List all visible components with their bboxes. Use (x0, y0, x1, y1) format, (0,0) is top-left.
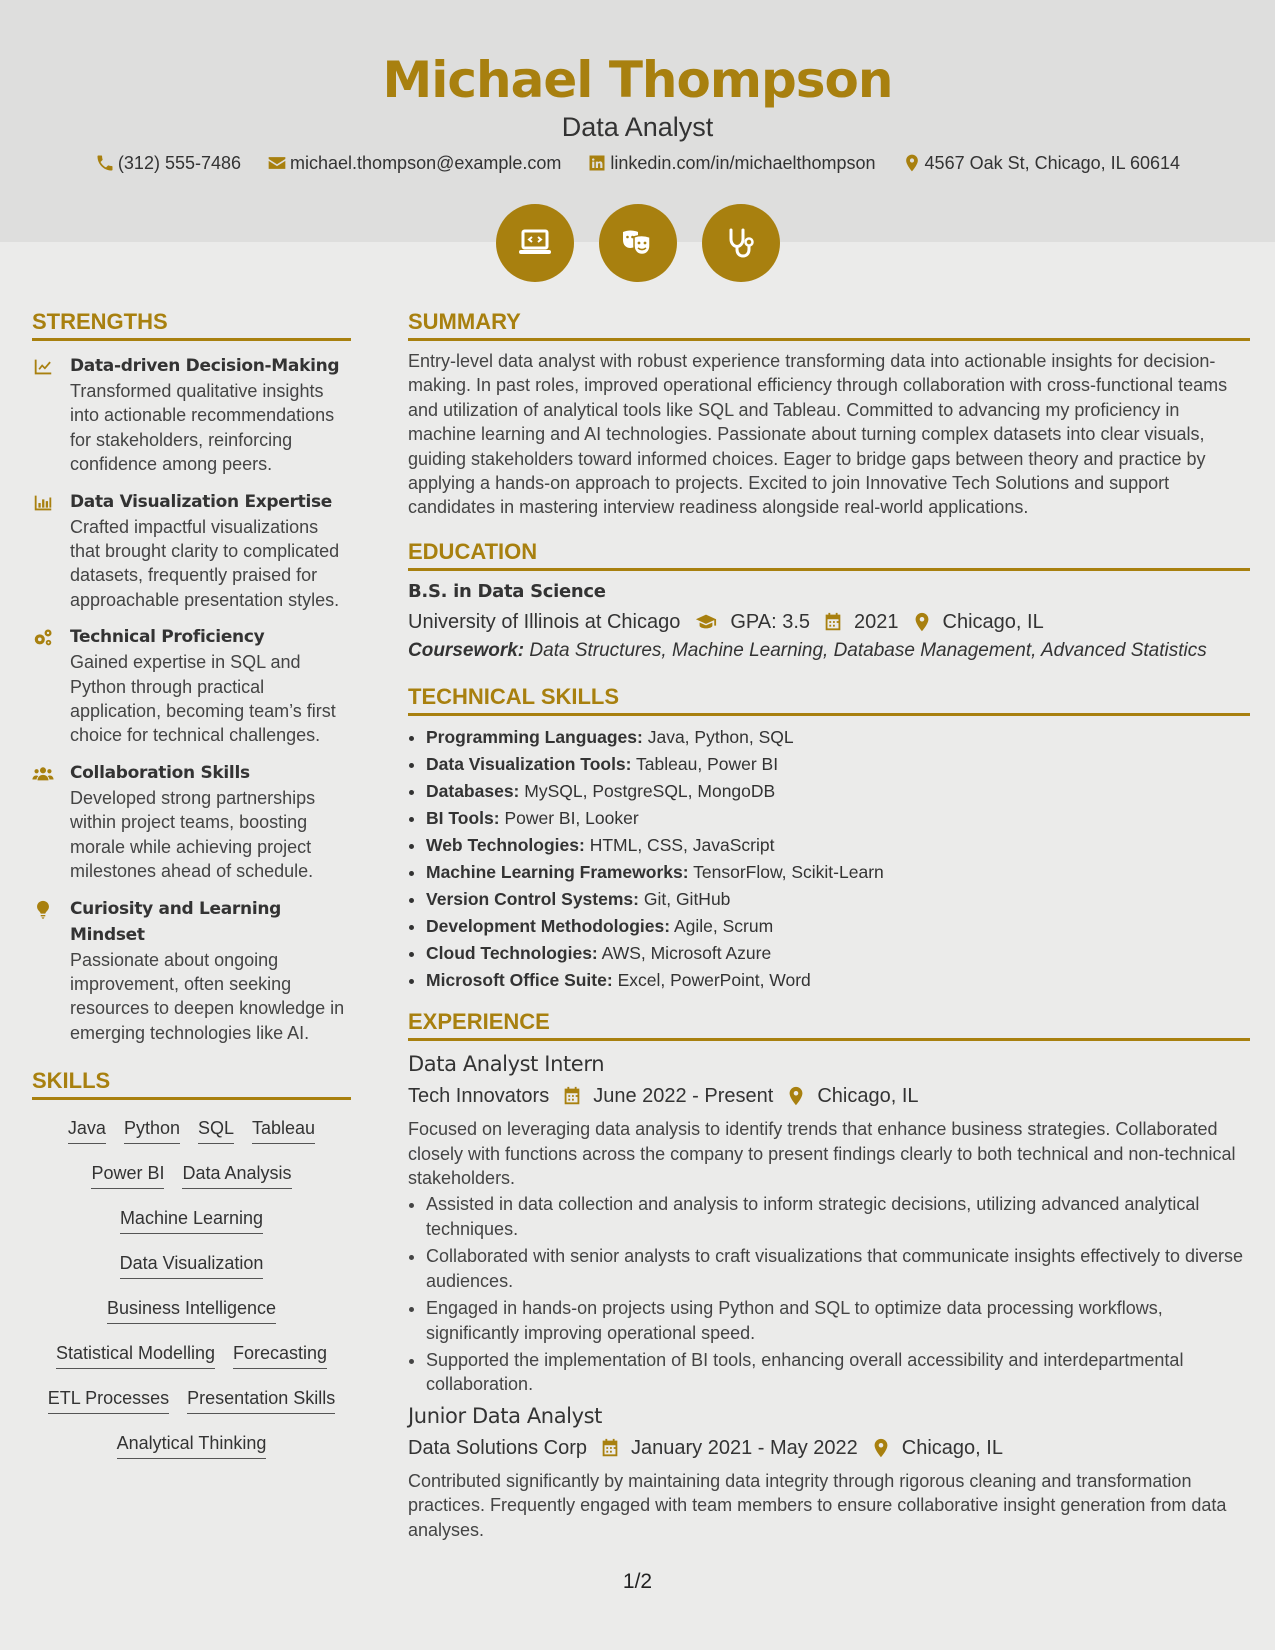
job-description: Contributed significantly by maintaining data integrity through rigorous cleaning and transformation practices. Frequently engaged with team members to ensure collaborative insight generation from data analyses. (408, 1470, 1227, 1540)
phone-text: (312) 555-7486 (117, 153, 242, 173)
job-dates: January 2021 - May 2022 (630, 1436, 858, 1459)
skill-values: HTML, CSS, JavaScript (589, 835, 775, 856)
list-item (426, 913, 1250, 940)
location-pin-icon (911, 611, 933, 633)
skill-category: Data Visualization Tools: (426, 754, 632, 775)
summary-text: Entry-level data analyst with robust experience transforming data into actionable insights for decision-making. In past roles, improved operational efficiency through collaboration with cross-functional teams and utilization of analytical tools like SQL and Tableau. Committed to advancing my proficiency in machine learning and AI technologies. Passionate about turning complex datasets into clear visuals, guiding stakeholders toward informed choices. Eager to bridge gaps between theory and practice by applying a hands-on approach to projects. Excited to join Innovative Tech Solutions and support candidates in mastering interview readiness alongside real-world applications. (408, 351, 1228, 518)
location-pin-icon (785, 1085, 807, 1107)
list-item: • Supported the implementation of BI tools, enhancing overall accessibility and interdepartmental collaboration. (426, 1348, 1250, 1397)
strength-item (32, 624, 351, 748)
job-description: Focused on leveraging data analysis to identify trends that enhance business strategies. Collaborated closely with functions across the company to present findings clearly to both technical and non-technical stakeholders. (408, 1119, 1236, 1189)
technical-skills-list (408, 724, 1250, 994)
education-meta (408, 607, 1250, 637)
skill-category: Development Methodologies: (426, 916, 671, 937)
chart-bar-icon (32, 492, 54, 514)
skill-category: Cloud Technologies: (426, 943, 598, 964)
skill-category: Databases: (426, 781, 520, 802)
list-item (426, 751, 1250, 778)
education-school: University of Illinois at Chicago (408, 610, 681, 633)
contact-linkedin[interactable] (587, 151, 875, 175)
linkedin-icon (587, 153, 607, 173)
job-dates: June 2022 - Present (593, 1085, 774, 1108)
location-pin-icon (870, 1437, 892, 1459)
job-meta (408, 1433, 1250, 1463)
skill-values: Power BI, Looker (504, 808, 639, 829)
skill-tag: SQL (198, 1116, 234, 1144)
address-text: 4567 Oak St, Chicago, IL 60614 (924, 153, 1181, 173)
skill-values: Git, GitHub (643, 889, 731, 910)
skill-tag: Java (68, 1116, 106, 1144)
strength-title: Curiosity and Learning Mindset (70, 898, 282, 945)
skill-values: AWS, Microsoft Azure (601, 943, 772, 964)
skill-category: Microsoft Office Suite: (426, 970, 613, 991)
education-gpa: GPA: 3.5 (730, 610, 811, 633)
envelope-icon (267, 153, 287, 173)
strength-desc: Transformed qualitative insights into actionable recommendations for stakeholders, reinforcing confidence among peers. (70, 381, 335, 475)
strength-item (32, 489, 351, 613)
skill-tag: Presentation Skills (187, 1386, 335, 1414)
list-item: • Assisted in data collection and analysis to inform strategic decisions, utilizing advanced analytical techniques. (426, 1192, 1250, 1241)
job-entry (408, 1401, 1250, 1542)
list-item (426, 832, 1250, 859)
strength-title: Data-driven Decision-Making (70, 356, 340, 376)
contact-email[interactable] (267, 151, 561, 175)
skill-tag: Data Analysis (182, 1161, 291, 1189)
chart-line-icon (32, 356, 54, 378)
technical-skills-heading: TECHNICAL SKILLS (408, 683, 1250, 716)
coursework-list: Data Structures, Machine Learning, Database Management, Advanced Statistics (529, 639, 1207, 661)
contact-phone[interactable] (95, 151, 241, 175)
gears-icon (32, 627, 54, 649)
location-pin-icon (902, 153, 922, 173)
strength-title: Technical Proficiency (70, 627, 265, 648)
skill-tag: Business Intelligence (107, 1296, 276, 1324)
skill-tag: Forecasting (233, 1341, 327, 1369)
masks-theater-icon (618, 223, 658, 263)
skill-category: Web Technologies: (426, 835, 585, 856)
skill-tag: Data Visualization (120, 1251, 264, 1279)
candidate-title: Data Analyst (561, 112, 714, 142)
skill-tag: Python (124, 1116, 180, 1144)
skills-cloud (32, 1110, 351, 1470)
job-title: Junior Data Analyst (408, 1403, 603, 1428)
job-bullets (408, 1192, 1250, 1396)
list-item (426, 724, 1250, 751)
list-item (426, 859, 1250, 886)
skill-tag: Machine Learning (120, 1206, 263, 1234)
skill-values: Excel, PowerPoint, Word (617, 970, 811, 991)
laptop-code-badge (496, 204, 574, 282)
job-location: Chicago, IL (817, 1085, 919, 1108)
skill-tag: ETL Processes (48, 1386, 169, 1414)
skill-values: Java, Python, SQL (647, 727, 794, 748)
strengths-heading: STRENGTHS (32, 308, 351, 341)
education-degree: B.S. in Data Science (408, 580, 606, 602)
strength-item (32, 353, 351, 477)
stethoscope-icon (721, 223, 761, 263)
calendar-icon (599, 1437, 621, 1459)
page-number: 1/2 (622, 1570, 653, 1593)
skill-values: Tableau, Power BI (636, 754, 779, 775)
calendar-icon (822, 611, 844, 633)
job-title: Data Analyst Intern (408, 1052, 605, 1077)
list-item (426, 886, 1250, 913)
graduation-cap-icon (692, 611, 720, 633)
skill-values: MySQL, PostgreSQL, MongoDB (524, 781, 776, 802)
strength-item (32, 896, 351, 1046)
skill-tag: Statistical Modelling (56, 1341, 215, 1369)
list-item: • Engaged in hands-on projects using Python and SQL to optimize data processing workflows, significantly improving operational speed. (426, 1296, 1250, 1345)
lightbulb-icon (32, 899, 54, 921)
job-entry (408, 1049, 1250, 1396)
strength-item (32, 760, 351, 884)
badge-icons (0, 204, 1275, 282)
job-meta (408, 1081, 1250, 1111)
education-year: 2021 (854, 610, 899, 633)
strength-desc: Crafted impactful visualizations that brought clarity to complicated datasets, frequently praised for approachable presentation styles. (70, 516, 340, 610)
job-company: Data Solutions Corp (408, 1436, 587, 1459)
list-item (426, 778, 1250, 805)
skills-heading: SKILLS (32, 1067, 351, 1100)
theater-masks-badge (599, 204, 677, 282)
left-column (32, 308, 351, 1470)
skill-values: TensorFlow, Scikit-Learn (693, 862, 884, 883)
education-location: Chicago, IL (942, 610, 1044, 633)
education-heading: EDUCATION (408, 538, 1250, 571)
stethoscope-badge (702, 204, 780, 282)
experience-heading: EXPERIENCE (408, 1008, 1250, 1041)
strength-desc: Gained expertise in SQL and Python through practical application, becoming team’s first choice for technical challenges. (70, 652, 336, 746)
skill-tag: Analytical Thinking (117, 1431, 267, 1459)
list-item (426, 805, 1250, 832)
list-item (426, 967, 1250, 994)
strength-desc: Passionate about ongoing improvement, often seeking resources to deepen knowledge in emerging technologies like AI. (70, 949, 345, 1043)
skill-tag: Power BI (91, 1161, 164, 1189)
contact-address (902, 151, 1181, 175)
list-item (426, 940, 1250, 967)
strength-title: Collaboration Skills (70, 762, 250, 783)
calendar-icon (561, 1085, 583, 1107)
strength-desc: Developed strong partnerships within project teams, boosting morale while achieving project milestones ahead of schedule. (70, 787, 316, 882)
skill-values: Agile, Scrum (673, 916, 774, 937)
job-location: Chicago, IL (901, 1436, 1003, 1459)
skill-tag: Tableau (252, 1116, 315, 1144)
summary-heading: SUMMARY (408, 308, 1250, 341)
phone-icon (95, 153, 115, 173)
skill-category: Machine Learning Frameworks: (426, 862, 689, 883)
job-company: Tech Innovators (408, 1085, 550, 1108)
linkedin-text: linkedin.com/in/michaelthompson (610, 153, 876, 173)
coursework-label: Coursework: (408, 639, 525, 661)
laptop-code-icon (515, 223, 555, 263)
right-column (408, 308, 1250, 1542)
skill-category: BI Tools: (426, 808, 500, 829)
users-icon (32, 763, 54, 785)
strength-title: Data Visualization Expertise (70, 491, 333, 512)
skill-category: Version Control Systems: (426, 889, 639, 910)
education-coursework (408, 639, 1250, 663)
candidate-name: Michael Thompson (382, 51, 893, 109)
contact-bar (0, 151, 1275, 175)
email-text: michael.thompson@example.com (290, 153, 562, 173)
list-item: • Collaborated with senior analysts to craft visualizations that communicate insights effectively to diverse audiences. (426, 1244, 1250, 1293)
skill-category: Programming Languages: (426, 727, 643, 748)
